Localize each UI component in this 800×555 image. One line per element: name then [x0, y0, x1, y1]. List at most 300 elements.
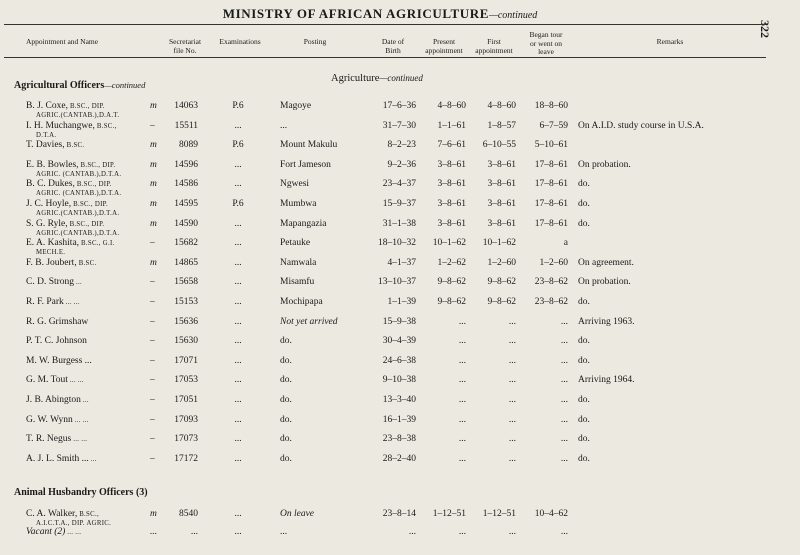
marital-status: –: [150, 336, 155, 347]
posting: do.: [280, 414, 292, 425]
present-appointment: 9–8–62: [437, 277, 466, 288]
table-row: [0, 509, 770, 527]
col-file-line2: file No.: [173, 45, 197, 55]
table-row: [0, 121, 770, 139]
officer-name: R. G. Grimshaw: [26, 316, 89, 327]
posting: Mapangazia: [280, 218, 327, 229]
remarks: do.: [578, 179, 590, 190]
officer-qualifications: B.SC., G.I.: [79, 240, 115, 248]
officer-qualifications: B.SC., DIP.: [78, 161, 116, 169]
officer-qualifications: ... ...: [71, 436, 88, 444]
present-appointment: ...: [458, 453, 466, 464]
table-row: [0, 454, 770, 472]
date-of-birth: 31–1–38: [382, 218, 416, 229]
file-number: 15682: [174, 238, 198, 249]
col-file-line1: Secretariat: [168, 37, 202, 46]
file-number: 14586: [174, 179, 198, 190]
present-appointment: ...: [458, 375, 466, 386]
title-text: MINISTRY OF AFRICAN AGRICULTURE: [222, 6, 489, 21]
first-appointment: ...: [508, 453, 516, 464]
table-row: [0, 297, 770, 315]
posting: Magoye: [280, 101, 312, 111]
table-row: [0, 258, 770, 276]
officer-name: T. R. Negus: [26, 434, 72, 445]
col-first: [468, 38, 520, 55]
first-appointment: ...: [508, 527, 516, 537]
began-tour: 10–4–62: [534, 509, 568, 519]
officer-qualifications: ...: [88, 455, 97, 463]
date-of-birth: 31–7–30: [382, 120, 416, 131]
posting: Ngwesi: [280, 179, 310, 190]
first-appointment: 3–8–61: [487, 218, 516, 229]
posting: Not yet arrived: [280, 316, 338, 327]
header-rule: [4, 57, 766, 58]
first-appointment: 10–1–62: [482, 238, 516, 249]
officer-name-cell: [26, 434, 87, 444]
remarks: do.: [578, 414, 590, 425]
date-of-birth: ...: [408, 527, 416, 537]
col-tour-line1: Began tour: [529, 30, 563, 39]
present-appointment: ...: [458, 336, 466, 347]
officer-name-cell: [26, 121, 117, 131]
officer-name-cell: [26, 160, 115, 170]
file-number: 17172: [174, 453, 198, 464]
date-of-birth: 13–10–37: [378, 277, 416, 288]
group1-continued: —continued: [104, 80, 146, 90]
officer-qualifications-cont: MECH.E.: [36, 249, 66, 257]
posting: do.: [280, 375, 292, 386]
remarks: Arriving 1963.: [578, 316, 635, 327]
examinations: P.6: [232, 140, 244, 151]
officer-name-cell: [26, 415, 89, 425]
marital-status: m: [150, 101, 157, 111]
table-row: [0, 277, 770, 295]
officer-name: M. W. Burgess ...: [26, 355, 92, 366]
col-remarks: Remarks: [656, 37, 684, 46]
present-appointment: 7–6–61: [437, 140, 466, 151]
present-appointment: 1–2–62: [437, 257, 466, 268]
officer-qualifications: B.SC.: [76, 259, 97, 267]
marital-status: ...: [150, 527, 158, 537]
officer-qualifications: ...: [74, 279, 83, 287]
posting: do.: [280, 355, 292, 366]
file-number: 17073: [174, 434, 198, 445]
examinations: ...: [234, 159, 242, 170]
officer-name-cell: [26, 509, 99, 519]
first-appointment: 1–8–57: [487, 120, 516, 131]
marital-status: –: [150, 355, 155, 366]
examinations: ...: [234, 355, 242, 366]
officer-name: I. H. Muchangwe,: [26, 120, 95, 131]
present-appointment: ...: [458, 434, 466, 445]
posting: do.: [280, 395, 292, 405]
col-tour: [520, 31, 572, 57]
officer-qualifications: ... ...: [67, 377, 84, 385]
officer-name-cell: [26, 375, 84, 385]
section-heading: [331, 73, 423, 84]
first-appointment: 3–8–61: [487, 179, 516, 190]
officer-name-cell: [26, 219, 104, 229]
officer-qualifications-cont: AGRIC. (CANTAB.),D.T.A.: [36, 170, 122, 178]
examinations: ...: [234, 218, 242, 229]
marital-status: m: [150, 140, 157, 151]
remarks: do.: [578, 199, 590, 209]
file-number: 15153: [174, 297, 198, 307]
began-tour: ...: [560, 336, 568, 347]
date-of-birth: 23–8–14: [382, 509, 416, 519]
officer-qualifications: B.SC., DIP.: [74, 181, 112, 189]
date-of-birth: 23–4–37: [382, 179, 416, 190]
officer-qualifications: B.SC., DIP.: [71, 201, 108, 208]
posting: do.: [280, 453, 292, 464]
table-row: [0, 336, 770, 354]
first-appointment: 1–12–51: [482, 509, 516, 519]
officer-qualifications: ... ...: [63, 299, 80, 306]
date-of-birth: 28–2–40: [382, 453, 416, 464]
officer-name: A. J. L. Smith ...: [26, 453, 89, 464]
file-number: 8089: [179, 140, 198, 151]
officer-name: G. M. Tout: [26, 375, 68, 386]
first-appointment: ...: [508, 414, 516, 425]
officer-qualifications-cont: AGRIC. (CANTAB.),D.T.A.: [36, 190, 122, 198]
officer-name: C. D. Strong: [26, 277, 75, 288]
examinations: ...: [234, 453, 242, 464]
officer-name-cell: [26, 527, 81, 537]
top-rule: [4, 24, 766, 25]
first-appointment: ...: [508, 336, 516, 347]
file-number: 14590: [174, 218, 198, 229]
officer-qualifications-cont: AGRIC.(CANTAB.),D.T.A.: [36, 210, 120, 217]
officer-name-cell: [26, 238, 115, 248]
present-appointment: 9–8–62: [437, 297, 466, 307]
title-continued: —continued: [488, 10, 538, 21]
officer-name: E. B. Bowles,: [26, 159, 79, 170]
officer-name-cell: [26, 258, 96, 268]
examinations: ...: [234, 120, 242, 131]
began-tour: ...: [560, 395, 568, 405]
remarks: do.: [578, 336, 590, 347]
marital-status: –: [150, 414, 155, 425]
date-of-birth: 13–3–40: [382, 395, 416, 405]
first-appointment: ...: [508, 355, 516, 366]
marital-status: –: [150, 434, 155, 445]
examinations: ...: [234, 297, 242, 307]
marital-status: –: [150, 375, 155, 386]
began-tour: ...: [560, 527, 568, 537]
officer-name: G. W. Wynn: [26, 414, 73, 425]
file-number: 14063: [174, 101, 198, 111]
officer-name-cell: [26, 199, 108, 209]
col-present: [418, 38, 470, 55]
examinations: ...: [234, 527, 242, 537]
marital-status: –: [150, 453, 155, 464]
col-dob-line2: Birth: [385, 45, 401, 55]
table-row: [0, 317, 770, 335]
present-appointment: ...: [458, 355, 466, 366]
page-number: 322: [758, 20, 772, 38]
col-appointment: Appointment and Name: [26, 37, 99, 46]
marital-status: m: [150, 199, 157, 209]
present-appointment: 1–12–51: [432, 509, 466, 519]
date-of-birth: 15–9–37: [382, 199, 416, 209]
officer-name: P. T. C. Johnson: [26, 336, 87, 347]
examinations: ...: [234, 238, 242, 249]
began-tour: ...: [560, 414, 568, 425]
began-tour: 17–8–61: [534, 159, 568, 170]
marital-status: –: [150, 316, 155, 327]
examinations: ...: [234, 336, 242, 347]
officer-name: C. A. Walker,: [26, 509, 78, 519]
officer-name: B. J. Coxe,: [26, 101, 68, 111]
first-appointment: 3–8–61: [487, 199, 516, 209]
table-row: [0, 395, 770, 413]
officer-name-cell: [26, 101, 105, 111]
col-dob: [372, 38, 414, 55]
file-number: 15511: [174, 120, 198, 131]
file-number: 8540: [179, 509, 198, 519]
file-number: 15658: [174, 277, 198, 288]
date-of-birth: 8–2–23: [387, 140, 416, 151]
posting: Namwala: [280, 257, 317, 268]
officer-qualifications: B.SC., DIP.: [67, 103, 105, 110]
officer-qualifications: ... ...: [65, 529, 82, 536]
began-tour: 18–8–60: [534, 101, 568, 111]
table-row: [0, 527, 770, 545]
date-of-birth: 1–1–39: [387, 297, 416, 307]
file-number: 17051: [174, 395, 198, 405]
officer-name: F. B. Joubert,: [26, 257, 77, 268]
first-appointment: ...: [508, 434, 516, 445]
first-appointment: 9–8–62: [487, 297, 516, 307]
began-tour: 6–7–59: [539, 120, 568, 131]
col-tour-line2: or went on: [529, 38, 563, 48]
began-tour: ...: [560, 355, 568, 366]
marital-status: m: [150, 159, 157, 170]
present-appointment: ...: [458, 414, 466, 425]
began-tour: 23–8–62: [534, 297, 568, 307]
table-row: [0, 356, 770, 374]
began-tour: 1–2–60: [539, 257, 568, 268]
table-row: [0, 238, 770, 256]
present-appointment: ...: [458, 316, 466, 327]
first-appointment: 1–2–60: [487, 257, 516, 268]
posting: Petauke: [280, 238, 311, 249]
remarks: do.: [578, 453, 590, 464]
marital-status: –: [150, 120, 155, 131]
officer-name-cell: [26, 140, 84, 150]
group-heading-animal-husbandry: Animal Husbandry Officers (3): [14, 487, 148, 498]
file-number: 17071: [174, 355, 198, 366]
posting: do.: [280, 336, 292, 347]
date-of-birth: 4–1–37: [387, 257, 416, 268]
officer-name-cell: [26, 336, 87, 346]
officer-name-cell: [26, 395, 89, 405]
examinations: ...: [234, 414, 242, 425]
present-appointment: 1–1–61: [437, 120, 466, 131]
examinations: ...: [234, 257, 242, 268]
officer-name: J. C. Hoyle,: [26, 199, 72, 209]
officer-name-cell: [26, 277, 82, 287]
file-number: ...: [190, 527, 198, 537]
group1-title: Agricultural Officers: [14, 80, 105, 91]
examinations: ...: [234, 434, 242, 445]
marital-status: –: [150, 395, 155, 405]
col-exam: Examinations: [219, 37, 261, 46]
examinations: ...: [234, 277, 242, 288]
marital-status: m: [150, 218, 157, 229]
present-appointment: 3–8–61: [437, 218, 466, 229]
officer-name: B. C. Dukes,: [26, 179, 75, 190]
officer-qualifications: B.SC.,: [77, 511, 99, 518]
officer-name-cell: [26, 356, 92, 366]
officer-name: Vacant (2): [26, 527, 66, 537]
present-appointment: 4–8–60: [437, 101, 466, 111]
table-row: [0, 415, 770, 433]
officer-name: S. G. Ryle,: [26, 218, 68, 229]
present-appointment: 3–8–61: [437, 179, 466, 190]
examinations: ...: [234, 316, 242, 327]
present-appointment: ...: [458, 395, 466, 405]
remarks: do.: [578, 355, 590, 366]
remarks: do.: [578, 218, 590, 229]
began-tour: ...: [560, 453, 568, 464]
officer-name-cell: [26, 317, 88, 327]
officer-qualifications: B.SC., DIP.: [67, 220, 105, 228]
col-present-line2: appointment: [425, 45, 463, 55]
officer-qualifications: ... ...: [72, 416, 89, 424]
examinations: ...: [234, 395, 242, 405]
posting: Misamfu: [280, 277, 315, 288]
began-tour: 17–8–61: [534, 199, 568, 209]
date-of-birth: 9–10–38: [382, 375, 416, 386]
col-posting: Posting: [303, 37, 327, 46]
began-tour: 17–8–61: [534, 179, 568, 190]
first-appointment: 6–10–55: [482, 140, 516, 151]
officer-name-cell: [26, 297, 80, 307]
col-file: [160, 38, 210, 55]
file-number: 14596: [174, 159, 198, 170]
examinations: P.6: [232, 101, 244, 111]
remarks: do.: [578, 434, 590, 445]
col-dob-line1: Date of: [381, 37, 405, 46]
section-name: Agriculture: [331, 73, 380, 84]
section-continued: —continued: [379, 73, 423, 83]
group-heading-agricultural: [14, 80, 145, 91]
date-of-birth: 16–1–39: [382, 414, 416, 425]
remarks: do.: [578, 297, 590, 307]
posting: Mount Makulu: [280, 140, 338, 151]
date-of-birth: 17–6–36: [382, 101, 416, 111]
marital-status: m: [150, 179, 157, 190]
present-appointment: ...: [458, 527, 466, 537]
remarks: do.: [578, 395, 590, 405]
began-tour: 23–8–62: [534, 277, 568, 288]
posting: Mochipapa: [280, 297, 323, 307]
first-appointment: ...: [508, 395, 516, 405]
posting: ...: [280, 527, 288, 537]
marital-status: –: [150, 238, 155, 249]
officer-qualifications-cont: AGRIC.(CANTAB.),D.T.A.: [36, 229, 120, 237]
examinations: ...: [234, 509, 242, 519]
officer-qualifications-cont: A.I.C.T.A., DIP. AGRIC.: [36, 520, 112, 527]
table-row: [0, 140, 770, 158]
officer-name: J. B. Abington: [26, 395, 81, 405]
present-appointment: 3–8–61: [437, 199, 466, 209]
examinations: P.6: [232, 199, 244, 209]
date-of-birth: 9–2–36: [387, 159, 416, 170]
first-appointment: 3–8–61: [487, 159, 516, 170]
table-row: [0, 434, 770, 452]
officer-name: R. F. Park: [26, 297, 64, 307]
examinations: ...: [234, 179, 242, 190]
officer-name-cell: [26, 179, 112, 189]
date-of-birth: 18–10–32: [378, 238, 416, 249]
file-number: 14595: [174, 199, 198, 209]
page-title: [0, 6, 760, 22]
posting: do.: [280, 434, 292, 445]
date-of-birth: 24–6–38: [382, 355, 416, 366]
examinations: ...: [234, 375, 242, 386]
began-tour: 5–10–61: [534, 140, 568, 151]
posting: ...: [280, 120, 288, 131]
began-tour: ...: [560, 375, 568, 386]
posting: Mumbwa: [280, 199, 317, 209]
file-number: 15630: [174, 336, 198, 347]
first-appointment: 9–8–62: [487, 277, 516, 288]
officer-qualifications-cont: AGRIC.(CANTAB.),D.A.T.: [36, 112, 120, 119]
officer-qualifications: B.SC.: [64, 142, 85, 150]
col-first-line2: appointment: [475, 45, 513, 55]
date-of-birth: 15–9–38: [382, 316, 416, 327]
marital-status: m: [150, 257, 157, 268]
file-number: 17053: [174, 375, 198, 386]
table-row: [0, 375, 770, 393]
officer-qualifications: ...: [80, 397, 89, 404]
officer-name-cell: [26, 454, 97, 464]
began-tour: a: [563, 238, 568, 249]
remarks: On agreement.: [578, 257, 634, 268]
present-appointment: 3–8–61: [437, 159, 466, 170]
marital-status: m: [150, 509, 157, 519]
began-tour: 17–8–61: [534, 218, 568, 229]
col-present-line1: Present: [432, 37, 456, 46]
officer-name: T. Davies,: [26, 140, 65, 151]
first-appointment: ...: [508, 375, 516, 386]
file-number: 17093: [174, 414, 198, 425]
remarks: Arriving 1964.: [578, 375, 635, 386]
remarks: On probation.: [578, 277, 631, 288]
began-tour: ...: [560, 434, 568, 445]
officer-qualifications-cont: D.T.A.: [36, 131, 57, 139]
posting: On leave: [280, 509, 315, 519]
officer-qualifications: B.SC.,: [94, 122, 117, 130]
present-appointment: 10–1–62: [432, 238, 466, 249]
remarks: On probation.: [578, 159, 631, 170]
date-of-birth: 30–4–39: [382, 336, 416, 347]
began-tour: ...: [560, 316, 568, 327]
col-tour-line3: leave: [538, 47, 554, 56]
file-number: 14865: [174, 257, 198, 268]
marital-status: –: [150, 297, 155, 307]
marital-status: –: [150, 277, 155, 288]
officer-name: E. A. Kashita,: [26, 238, 80, 249]
first-appointment: ...: [508, 316, 516, 327]
first-appointment: 4–8–60: [487, 101, 516, 111]
file-number: 15636: [174, 316, 198, 327]
remarks: On A.I.D. study course in U.S.A.: [578, 120, 704, 131]
col-first-line1: First: [487, 37, 501, 46]
posting: Fort Jameson: [280, 159, 331, 170]
